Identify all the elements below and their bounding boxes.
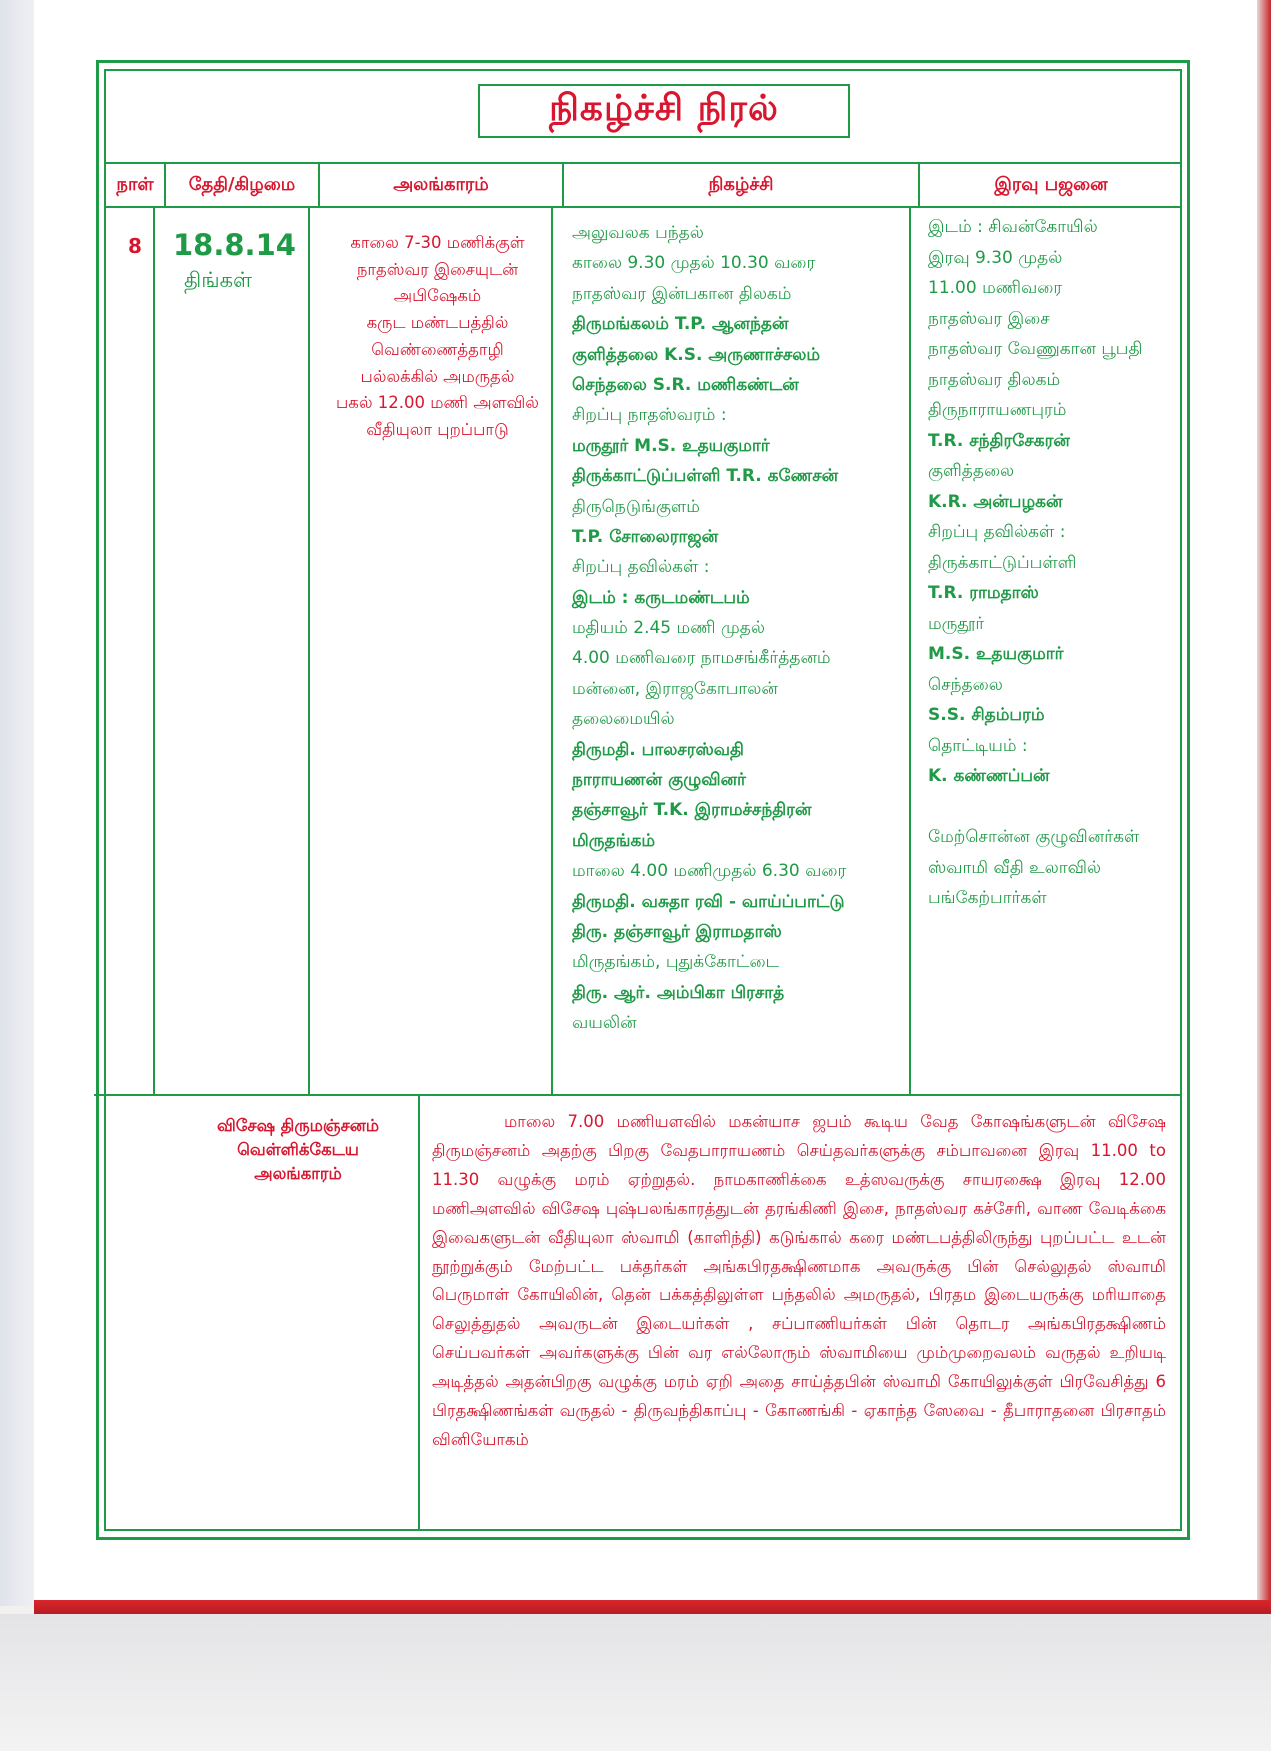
alankaram-line: கருட மண்டபத்தில்	[366, 313, 509, 333]
program-line: காலை 9.30 முதல் 10.30 வரை	[572, 253, 816, 274]
visesha-heading-line: அலங்காரம்	[254, 1164, 342, 1183]
program-line: சிறப்பு நாதஸ்வரம் :	[572, 405, 727, 426]
program-line: திருக்காட்டுப்பள்ளி T.R. கணேசன்	[572, 466, 839, 487]
header-nigazhchi: நிகழ்ச்சி	[708, 173, 774, 195]
header-day: நாள்	[116, 173, 154, 195]
header-bhajanai: இரவு பஜனை	[994, 173, 1108, 195]
bhajanai-line: K.R. அன்பழகன்	[928, 491, 1063, 512]
bhajanai-line: திருக்காட்டுப்பள்ளி	[928, 552, 1077, 573]
program-line: நாராயணன் குழுவினர்	[572, 770, 746, 791]
alankaram-line: வீதியுலா புறப்பாடு	[366, 419, 509, 439]
title-box	[478, 84, 850, 138]
bhajanai-line: M.S. உதயகுமார்	[928, 644, 1064, 664]
program-line: தஞ்சாவூர் T.K. இராமச்சந்திரன்	[572, 800, 812, 821]
bhajanai-line: நாதஸ்வர இசை	[928, 308, 1050, 329]
page-title: நிகழ்ச்சி நிரல்	[549, 88, 779, 129]
program-line: நாதஸ்வர இன்பகான திலகம்	[572, 283, 792, 304]
program-line: திருமங்கலம் T.P. ஆனந்தன்	[572, 314, 789, 335]
visesha-heading	[168, 1114, 428, 1186]
event-date: 18.8.14	[173, 228, 296, 262]
alankaram-line: பல்லக்கில் அமருதல்	[360, 366, 515, 386]
visesha-description: மாலை 7.00 மணியளவில் மகன்யாச ஜபம் கூடிய வேத கோஷங்களுடன் விசேஷ திருமஞ்சனம் அதற்கு பிறகு வேதபாராயணம் செய்தவர்களுக்கு சம்பாவனை இரவு 11.00 to 11.30 வழுக்கு மரம் ஏற்றுதல். நாமகாணிக்கை உத்ஸவருக்கு சாயரக்ஷை இரவு 12.00 மணிஅளவில் விசேஷ புஷ்பலங்காரத்துடன் தரங்கிணி இசை, நாதஸ்வர கச்சேரி, வாண வேடிக்கை இவைகளுடன் வீதியுலா ஸ்வாமி (காளிந்தி) கடுங்கால் கரை மண்டபத்திலிருந்து புறப்பட்ட உடன் நூற்றுக்கும் மேற்பட்ட பக்தர்கள் அங்கபிரதக்ஷிணமாக அவருக்கு பின் செல்லுதல் ஸ்வாமி பெருமாள் கோயிலின், தென் பக்கத்திலுள்ள பந்தலில் அமருதல், பிரதம இடையருக்கு மரியாதை செலுத்துதல் அவருடன் இடையர்கள் , சப்பாணியர்கள் பின் தொடர அங்கபிரதக்ஷிணம் செய்பவர்கள் அவர்களுக்கு பின் வர எல்லோரும் ஸ்வாமியை மும்முறைவலம் வருதல் உறியடி அடித்தல் அதன்பிறகு வழுக்கு மரம் ஏறி அதை சாய்த்தபின் ஸ்வாமி கோயிலுக்குள் பிரவேசித்து 6 பிரதக்ஷிணங்கள் வருதல் - திருவந்திகாப்பு - கோணங்கி - ஏகாந்த ஸேவை - தீபாராதனை பிரசாதம் வினியோகம்	[432, 1112, 1166, 1449]
program-line: வயலின்	[572, 1013, 637, 1034]
bhajanai-line: நாதஸ்வர வேணுகான பூபதி	[928, 339, 1143, 359]
program-line: அலுவலக பந்தல்	[572, 223, 704, 243]
bhajanai-line: T.R. சந்திரசேகரன்	[928, 430, 1070, 451]
bhajanai-line: K. கண்ணப்பன்	[928, 766, 1050, 786]
alankaram-line: வெண்ணைத்தாழி	[371, 339, 504, 359]
bhajanai-line: S.S. சிதம்பரம்	[928, 705, 1045, 725]
program-line: திரு. ஆர். அம்பிகா பிரசாத்	[572, 982, 785, 1003]
alankaram-line: பகல் 12.00 மணி அளவில்	[335, 393, 539, 413]
program-line: மன்னை, இராஜகோபாலன்	[572, 678, 778, 699]
header-date-day: தேதி/கிழமை	[188, 173, 296, 195]
program-line: மாலை 4.00 மணிமுதல் 6.30 வரை	[572, 861, 847, 882]
program-line: செந்தலை S.R. மணிகண்டன்	[572, 374, 799, 395]
nigazhchi-cell	[572, 218, 912, 1039]
bhajanai-line: குளித்தலை	[928, 461, 1015, 481]
scan-background	[0, 1614, 1271, 1751]
program-line: 4.00 மணிவரை நாமசங்கீர்த்தனம்	[572, 648, 831, 669]
program-line: திருநெடுங்குளம்	[572, 496, 700, 517]
bhajanai-line: செந்தலை	[928, 674, 1003, 695]
program-line: மதியம் 2.45 மணி முதல்	[572, 618, 765, 639]
bhajanai-spacer	[928, 792, 1178, 823]
alankaram-line: நாதஸ்வர இசையுடன்	[356, 259, 519, 279]
col-line-1b	[153, 208, 155, 1096]
bhajanai-line: திருநாராயணபுரம்	[928, 400, 1067, 420]
header-alankaram: அலங்காரம்	[393, 173, 489, 195]
cover-edge-right	[1257, 0, 1271, 1614]
bhajanai-line: பங்கேற்பார்கள்	[928, 888, 1047, 908]
alankaram-cell	[310, 230, 565, 444]
cover-edge-bottom	[34, 1600, 1271, 1614]
program-line: சிறப்பு தவில்கள் :	[572, 557, 710, 578]
program-line: மிருதங்கம்	[572, 830, 656, 851]
bhajanai-line: நாதஸ்வர திலகம்	[928, 369, 1061, 390]
bhajanai-line: சிறப்பு தவில்கள் :	[928, 522, 1066, 542]
row-divider-line	[94, 1094, 1180, 1096]
bhajanai-line: 11.00 மணிவரை	[928, 278, 1063, 298]
program-line: திருமதி. பாலசரஸ்வதி	[572, 739, 744, 760]
day-number: 8	[128, 234, 142, 258]
bhajanai-line: மருதூர்	[928, 613, 985, 634]
bhajanai-line: இடம் : சிவன்கோயில்	[928, 217, 1098, 237]
program-line: T.P. சோலைராஜன்	[572, 526, 719, 547]
bhajanai-cell	[928, 212, 1178, 914]
program-line: திருமதி. வசுதா ரவி - வாய்ப்பாட்டு	[572, 891, 845, 912]
visesha-heading-line: விசேஷ திருமஞ்சனம்	[216, 1116, 380, 1135]
bhajanai-line: T.R. ராமதாஸ்	[928, 583, 1039, 603]
program-line: இடம் : கருடமண்டபம்	[572, 587, 750, 608]
event-weekday: திங்கள்	[184, 268, 252, 292]
program-line: திரு. தஞ்சாவூர் இராமதாஸ்	[572, 921, 782, 942]
visesha-heading-line: வெள்ளிக்கேடய	[237, 1140, 359, 1159]
bhajanai-line: தொட்டியம் :	[928, 735, 1028, 756]
program-line: குளித்தலை K.S. அருணாச்சலம்	[572, 344, 821, 365]
alankaram-line: அபிஷேகம்	[393, 286, 482, 306]
bhajanai-line: மேற்சொன்ன குழுவினர்கள்	[928, 827, 1140, 847]
alankaram-line: காலை 7-30 மணிக்குள்	[350, 233, 525, 252]
bhajanai-line: இரவு 9.30 முதல்	[928, 247, 1063, 268]
program-line: தலைமையில்	[572, 709, 675, 730]
program-line: மருதூர் M.S. உதயகுமார்	[572, 435, 770, 456]
header-bottom-line	[104, 206, 1182, 208]
bhajanai-line: ஸ்வாமி வீதி உலாவில்	[928, 857, 1102, 878]
program-line: மிருதங்கம், புதுக்கோட்டை	[572, 952, 780, 973]
